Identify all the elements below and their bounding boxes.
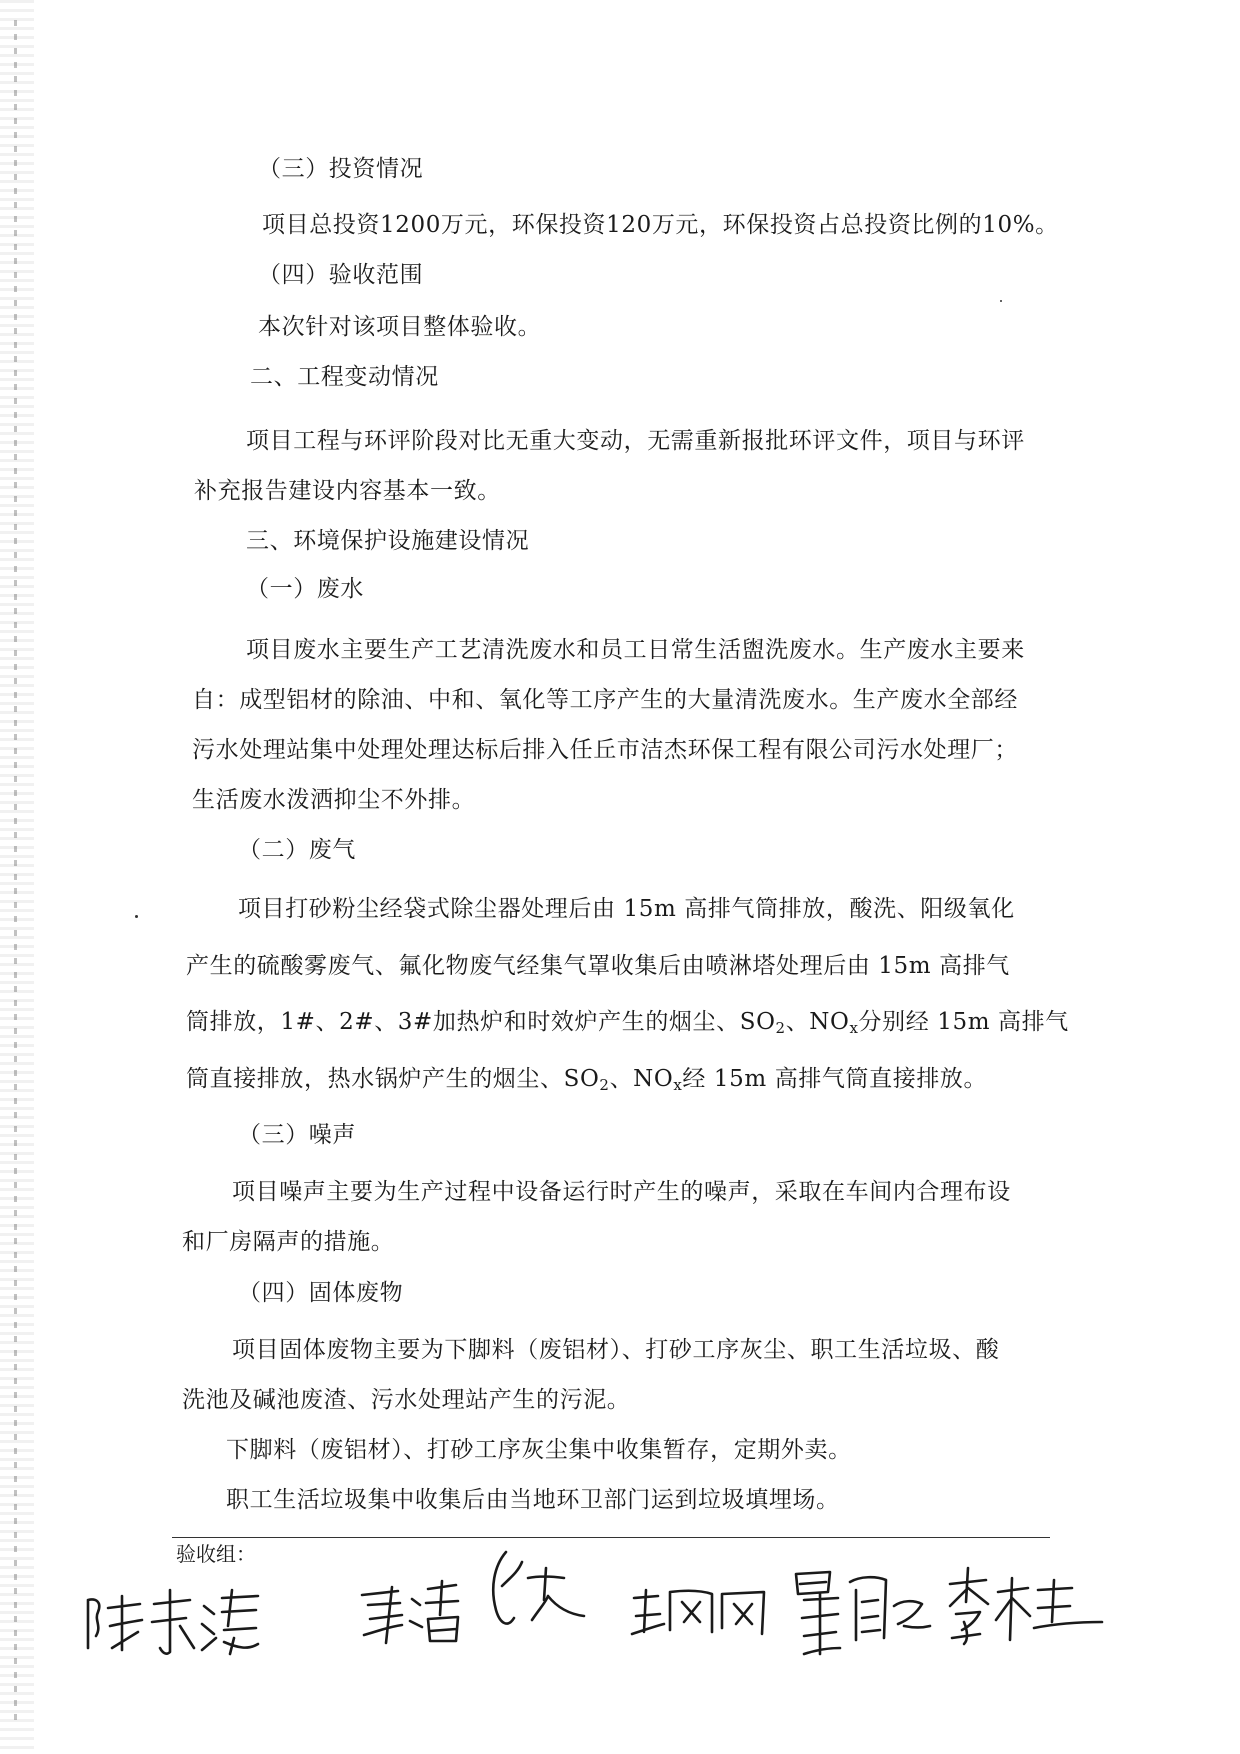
- paragraph-waste-gas-4: 筒直接排放，热水锅炉产生的烟尘、$SO_2$、$NO_x$经 15m 高排气筒直接排放。: [186, 1066, 988, 1094]
- paragraph-waste-gas-3: 筒排放，1#、2#、3#加热炉和时效炉产生的烟尘、$SO_2$、$NO_x$分别经 15m 高排气: [186, 1009, 1069, 1037]
- paragraph-engineering-changes-cont: 补充报告建设内容基本一致。: [194, 478, 501, 504]
- paragraph-wastewater-3: 污水处理站集中处理处理达标后排入任丘市洁杰环保工程有限公司污水处理厂；: [192, 737, 1018, 763]
- heading-wastewater: （一）废水: [246, 576, 364, 602]
- paragraph-solid-waste-2: 洗池及碱池废渣、污水处理站产生的污泥。: [182, 1387, 631, 1413]
- scan-speck: [135, 915, 138, 918]
- signature-3: [484, 1548, 594, 1638]
- acceptance-group-label: 验收组：: [176, 1542, 256, 1566]
- paragraph-wastewater-1: 项目废水主要生产工艺清洗废水和员工日常生活盥洗废水。生产废水主要来: [246, 637, 1025, 663]
- paragraph-investment: 项目总投资1200万元，环保投资120万元，环保投资占总投资比例的10%。: [262, 212, 1059, 238]
- heading-waste-gas: （二）废气: [238, 837, 356, 863]
- heading-noise: （三）噪声: [238, 1122, 356, 1148]
- heading-engineering-changes: 二、工程变动情况: [250, 364, 439, 390]
- signature-1: [82, 1578, 262, 1658]
- paragraph-waste-gas-2: 产生的硫酸雾废气、氟化物废气经集气罩收集后由喷淋塔处理后由 15m 高排气: [186, 953, 1010, 979]
- paragraph-noise-1: 项目噪声主要为生产过程中设备运行时产生的噪声，采取在车间内合理布设: [232, 1179, 1011, 1205]
- signature-2: [358, 1575, 468, 1647]
- signature-6: [946, 1558, 1106, 1648]
- paragraph-acceptance-scope: 本次针对该项目整体验收。: [258, 314, 542, 340]
- signature-divider: [172, 1537, 1050, 1538]
- paragraph-wastewater-2: 自：成型铝材的除油、中和、氧化等工序产生的大量清洗废水。生产废水全部经: [192, 687, 1018, 713]
- paragraph-solid-waste-4: 职工生活垃圾集中收集后由当地环卫部门运到垃圾填埋场。: [226, 1487, 840, 1513]
- signature-5: [790, 1566, 935, 1658]
- heading-env-facilities: 三、环境保护设施建设情况: [246, 528, 530, 554]
- heading-acceptance-scope: （四）验收范围: [258, 262, 424, 288]
- paragraph-engineering-changes: 项目工程与环评阶段对比无重大变动，无需重新报批环评文件，项目与环评: [246, 428, 1025, 454]
- paragraph-noise-2: 和厂房隔声的措施。: [182, 1229, 395, 1255]
- scan-speck: [1000, 300, 1002, 302]
- heading-solid-waste: （四）固体废物: [238, 1280, 404, 1306]
- paragraph-waste-gas-1: 项目打砂粉尘经袋式除尘器处理后由 15m 高排气筒排放，酸洗、阳级氧化: [238, 896, 1015, 922]
- paragraph-solid-waste-3: 下脚料（废铝材）、打砂工序灰尘集中收集暂存，定期外卖。: [226, 1437, 852, 1463]
- heading-investment: （三）投资情况: [258, 156, 424, 182]
- paragraph-solid-waste-1: 项目固体废物主要为下脚料（废铝材）、打砂工序灰尘、职工生活垃圾、酸: [232, 1337, 1000, 1363]
- paragraph-wastewater-4: 生活废水泼洒抑尘不外排。: [192, 787, 476, 813]
- scan-edge-artifact: [0, 0, 34, 1754]
- signature-4: [630, 1576, 770, 1642]
